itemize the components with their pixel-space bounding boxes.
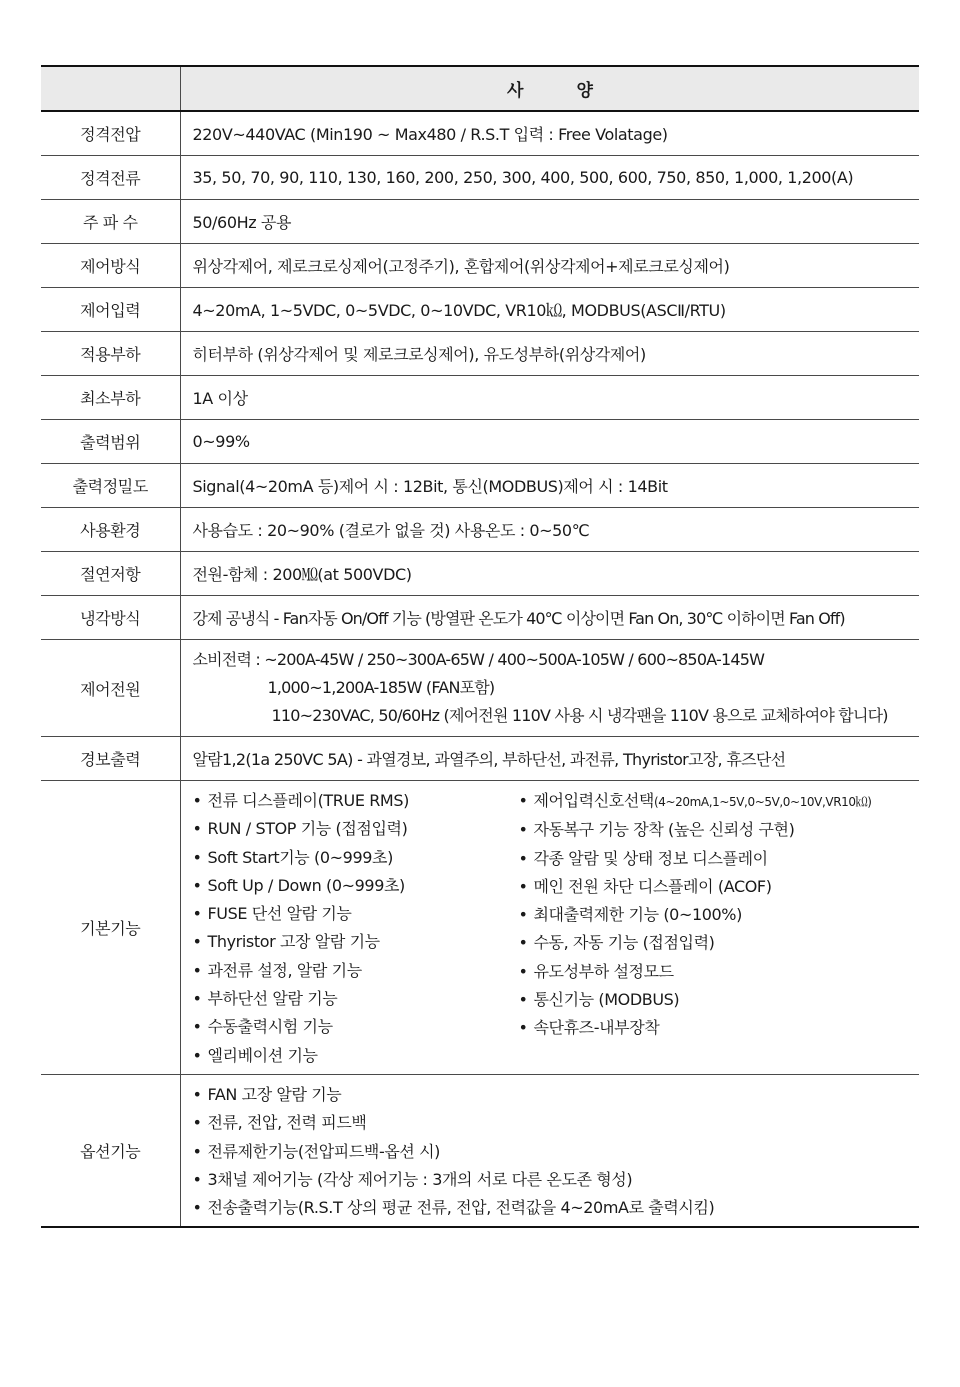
bullet-icon: • [192,932,202,952]
row-label: 정격전류 [41,156,180,200]
feature-text: 자동복구 기능 장착 (높은 신뢰성 구현) [533,820,795,840]
table-row-power [41,640,919,737]
table-row [41,288,919,332]
bullet-icon: • [192,791,202,810]
bullet-icon: • [192,989,202,1009]
spec-table [41,65,919,1228]
table-row [41,111,919,156]
bullet-icon: • [518,1018,528,1038]
feature-text: 과전류 설정, 알람 기능 [207,960,362,980]
feature-text: 엘리베이션 기능 [207,1045,318,1065]
table-row [41,244,919,288]
bullet-icon: • [518,876,528,896]
bullet-icon: • [518,933,528,953]
list-item [519,787,899,816]
header-cell-empty [41,66,180,111]
options-value [180,1074,919,1227]
row-label: 주 파 수 [41,200,180,244]
bullet-icon: • [518,791,528,810]
table-row [41,156,919,200]
power-line-3: 110~230VAC, 50/60Hz (제어전원 110V 사용 시 냉각팬을 110V 용으로 교체하여야 합니다) [271,706,888,725]
row-value: 0~99% [180,420,919,464]
row-value: 50/60Hz 공용 [180,200,919,244]
list-item [193,815,519,843]
table-row [41,552,919,596]
list-item [193,1166,908,1194]
power-line-2: 1,000~1,200A-185W (FAN포함) [267,678,495,697]
bullet-icon: • [518,990,528,1010]
bullet-icon: • [192,1017,202,1037]
feature-text: 속단휴즈-내부장착 [533,1018,660,1038]
row-value: 전원-함체 : 200㏁(at 500VDC) [180,552,919,596]
bullet-icon: • [192,904,202,924]
features-right-column [519,787,899,1070]
row-label: 사용환경 [41,508,180,552]
list-item [193,900,519,928]
row-label: 제어전원 [41,640,180,737]
row-label: 최소부하 [41,376,180,420]
table-header-row [41,66,919,111]
feature-text: FUSE 단선 알람 기능 [207,904,352,924]
table-row [41,420,919,464]
option-text: 전류제한기능(전압피드백-옵션 시) [207,1141,441,1161]
feature-text: 통신기능 (MODBUS) [533,990,680,1010]
list-item [193,787,519,815]
power-line-1: 소비전력 : ~200A-45W / 250~300A-65W / 400~500A-105W / 600~850A-145W [192,650,765,669]
feature-text: RUN / STOP 기능 (접점입력) [207,819,408,839]
list-item [193,1081,908,1109]
row-label: 출력범위 [41,420,180,464]
feature-text: 유도성부하 설정모드 [533,961,674,981]
row-value: 4~20mA, 1~5VDC, 0~5VDC, 0~10VDC, VR10㏀, MODBUS(ASCⅡ/RTU) [180,288,919,332]
features-grid [193,781,908,1074]
bullet-icon: • [192,1169,202,1189]
bullet-icon: • [192,960,202,980]
row-label: 출력정밀도 [41,464,180,508]
row-value: Signal(4~20mA 등)제어 시 : 12Bit, 통신(MODBUS)제어 시 : 14Bit [180,464,919,508]
list-item [193,1042,519,1070]
row-label: 옵션기능 [41,1074,180,1227]
list-item [193,872,519,900]
bullet-icon: • [192,847,202,867]
bullet-icon: • [192,875,202,895]
feature-text: 제어입력신호선택 [533,791,654,810]
row-label: 기본기능 [41,781,180,1075]
list-item [519,816,899,844]
row-value: 사용습도 : 20~90% (결로가 없을 것) 사용온도 : 0~50℃ [180,508,919,552]
feature-text: 수동, 자동 기능 (접점입력) [533,933,715,953]
option-text: FAN 고장 알람 기능 [207,1084,342,1104]
row-value: 1A 이상 [180,376,919,420]
feature-text: 메인 전원 차단 디스플레이 (ACOF) [533,876,772,896]
row-value: 35, 50, 70, 90, 110, 130, 160, 200, 250, 300, 400, 500, 600, 750, 850, 1,000, 1,200(A) [180,156,919,200]
row-value: 알람1,2(1a 250VC 5A) - 과열경보, 과열주의, 부하단선, 과전류, Thyristor고장, 휴즈단선 [180,737,919,781]
option-text: 3채널 제어기능 (각상 제어기능 : 3개의 서로 다른 온도존 형성) [207,1169,633,1189]
list-item [519,986,899,1014]
row-label: 정격전압 [41,111,180,156]
bullet-icon: • [192,1198,202,1218]
list-item [519,1014,899,1042]
table-row-options [41,1074,919,1227]
list-item [519,929,899,957]
list-item [193,928,519,956]
power-value [180,640,919,737]
list-item [193,1013,519,1041]
table-row [41,464,919,508]
list-item [193,844,519,872]
table-row [41,508,919,552]
features-value [180,781,919,1075]
row-value: 강제 공냉식 - Fan자동 On/Off 기능 (방열판 온도가 40℃ 이상이면 Fan On, 30℃ 이하이면 Fan Off) [180,596,919,640]
bullet-icon: • [192,1141,202,1161]
feature-text: 부하단선 알람 기능 [207,989,338,1009]
list-item [519,873,899,901]
list-item [193,1194,908,1222]
row-label: 제어입력 [41,288,180,332]
row-value: 220V~440VAC (Min190 ~ Max480 / R.S.T 입력 : Free Volatage) [180,111,919,156]
table-row-features [41,781,919,1075]
feature-text-small: (4~20mA,1~5V,0~5V,0~10V,VR10㏀) [653,795,872,809]
option-text: 전류, 전압, 전력 피드백 [207,1113,367,1133]
features-left-column [193,787,519,1070]
row-label: 냉각방식 [41,596,180,640]
feature-text: 최대출력제한 기능 (0~100%) [533,905,742,925]
table-row [41,596,919,640]
feature-text: 수동출력시험 기능 [207,1017,333,1037]
header-title: 사 양 [506,81,593,101]
bullet-icon: • [192,819,202,839]
feature-text: Soft Up / Down (0~999초) [207,875,405,895]
table-row-alarm [41,737,919,781]
row-value: 위상각제어, 제로크로싱제어(고정주기), 혼합제어(위상각제어+제로크로싱제어) [180,244,919,288]
bullet-icon: • [518,961,528,981]
table-row [41,200,919,244]
row-label: 절연저항 [41,552,180,596]
feature-text: Soft Start기능 (0~999초) [207,847,393,867]
option-text: 전송출력기능(R.S.T 상의 평균 전류, 전압, 전력값을 4~20mA로 출력시킴) [207,1198,715,1218]
header-cell-spec [180,66,919,111]
list-item [519,958,899,986]
row-label: 경보출력 [41,737,180,781]
bullet-icon: • [192,1045,202,1065]
table-row [41,332,919,376]
feature-text: Thyristor 고장 알람 기능 [207,932,380,952]
bullet-icon: • [192,1113,202,1133]
row-value: 히터부하 (위상각제어 및 제로크로싱제어), 유도성부하(위상각제어) [180,332,919,376]
feature-text: 각종 알람 및 상태 정보 디스플레이 [533,848,768,868]
bullet-icon: • [192,1084,202,1104]
list-item [193,1109,908,1137]
bullet-icon: • [518,848,528,868]
list-item [193,1138,908,1166]
feature-text: 전류 디스플레이(TRUE RMS) [207,791,409,810]
list-item [519,901,899,929]
options-list [193,1075,908,1226]
bullet-icon: • [518,820,528,840]
row-label: 적용부하 [41,332,180,376]
table-row [41,376,919,420]
row-label: 제어방식 [41,244,180,288]
list-item [193,957,519,985]
bullet-icon: • [518,905,528,925]
list-item [519,845,899,873]
list-item [193,985,519,1013]
